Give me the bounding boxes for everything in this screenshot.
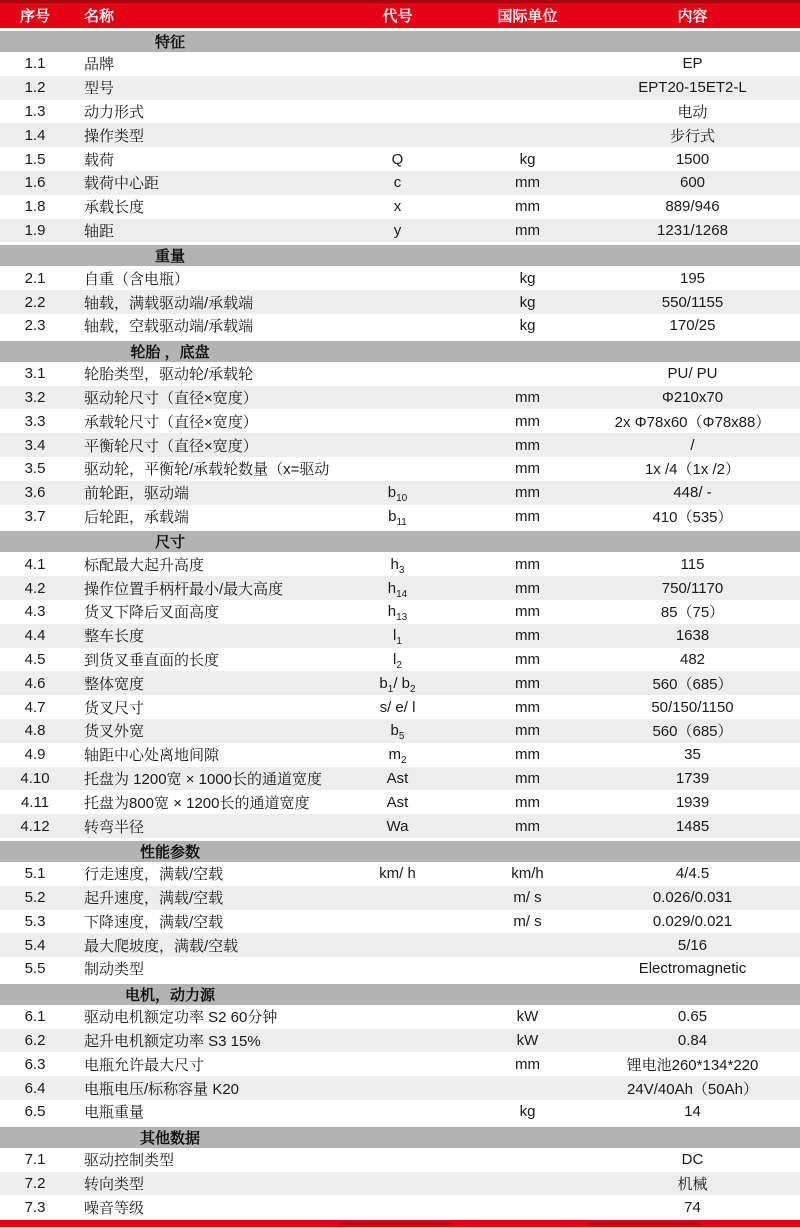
- row-number-cell: 5.5: [24, 960, 46, 978]
- row-content-cell: 2x Φ78x60（Φ78x88）: [614, 413, 771, 431]
- row-content-cell: 74: [684, 1198, 701, 1216]
- row-unit-cell: mm: [515, 769, 540, 787]
- row-name-cell: 轴距中心处离地间隙: [84, 747, 220, 765]
- row-name-cell: 承载轮尺寸（直径×宽度）: [84, 413, 258, 431]
- row-content-cell: EP: [682, 55, 703, 73]
- row-content-cell: 步行式: [669, 127, 715, 145]
- table-row: [0, 481, 800, 505]
- table-row: [0, 147, 800, 171]
- row-number-cell: 4.10: [20, 769, 50, 787]
- bottom-bar-divider: [588, 1222, 700, 1225]
- row-unit-cell: kW: [516, 1032, 539, 1050]
- table-row: [0, 362, 800, 386]
- row-unit-cell: kW: [516, 1008, 539, 1026]
- row-number-cell: 3.4: [24, 436, 46, 454]
- row-symbol-cell: $l_1$: [393, 627, 402, 648]
- row-symbol-cell: Q: [391, 150, 404, 168]
- row-number-cell: 1.4: [24, 126, 46, 144]
- table-row: [0, 933, 800, 957]
- table-row: [0, 624, 800, 648]
- row-name-cell: 操作位置手柄杆最小/最大高度: [84, 580, 284, 598]
- row-content-cell: 50/150/1150: [651, 698, 734, 716]
- row-name-cell: 轴距: [84, 222, 115, 240]
- row-name-cell: 承载长度: [84, 199, 145, 217]
- row-name-cell: 最大爬坡度，满载/空载: [84, 937, 239, 955]
- row-unit-cell: mm: [515, 698, 540, 716]
- row-symbol-cell: $b_1/$ $b_2$: [379, 674, 416, 695]
- row-name-cell: 平衡轮尺寸（直径×宽度）: [84, 437, 258, 455]
- table-row: [0, 552, 800, 576]
- row-number-cell: 2.1: [24, 269, 46, 287]
- row-content-cell: 1231/1268: [657, 221, 728, 239]
- row-name-cell: 电瓶重量: [84, 1104, 145, 1122]
- row-symbol-cell: $b_{10}$: [387, 484, 408, 505]
- row-unit-cell: kg: [519, 1103, 536, 1121]
- row-name-cell: 驱动轮，平衡轮/承载轮数量（x=驱动: [84, 461, 330, 479]
- row-unit-cell: m/ s: [513, 912, 542, 930]
- section-header: [0, 531, 800, 552]
- row-unit-cell: mm: [515, 507, 540, 525]
- row-content-cell: 4/4.5: [675, 865, 710, 883]
- section-header: [0, 31, 800, 52]
- row-content-cell: 1500: [675, 150, 710, 168]
- row-name-cell: 驱动电机额定功率 S2 60分钟: [84, 1009, 278, 1027]
- column-header-symbol: 代号: [382, 8, 413, 25]
- row-name-cell: 轴载，空载驱动端/承载端: [84, 318, 254, 336]
- table-row: [0, 719, 800, 743]
- table-row: [0, 76, 800, 100]
- section-title: 重量: [154, 248, 185, 266]
- column-header-name: 名称: [84, 8, 115, 25]
- row-content-cell: Electromagnetic: [638, 960, 747, 978]
- row-number-cell: 5.2: [24, 889, 46, 907]
- row-symbol-cell: $h_{14}$: [387, 579, 408, 600]
- row-number-cell: 4.2: [24, 579, 46, 597]
- row-unit-cell: mm: [515, 650, 540, 668]
- row-unit-cell: mm: [515, 484, 540, 502]
- row-content-cell: 1x /4（1x /2）: [644, 461, 741, 479]
- row-number-cell: 6.5: [24, 1103, 46, 1121]
- row-unit-cell: mm: [515, 555, 540, 573]
- row-content-cell: 889/946: [665, 198, 720, 216]
- row-content-cell: 560（685）: [652, 723, 733, 741]
- table-row: [0, 1100, 800, 1124]
- row-unit-cell: mm: [515, 793, 540, 811]
- row-content-cell: 机械: [677, 1176, 708, 1194]
- table-row: [0, 1052, 800, 1076]
- table-body: [0, 28, 800, 1219]
- row-content-cell: /: [690, 436, 695, 454]
- row-number-cell: 5.3: [24, 912, 46, 930]
- row-number-cell: 7.3: [24, 1198, 46, 1216]
- row-number-cell: 6.3: [24, 1055, 46, 1073]
- row-number-cell: 1.1: [24, 55, 46, 73]
- table-row: [0, 266, 800, 290]
- row-name-cell: 到货叉垂直面的长度: [84, 651, 220, 669]
- row-name-cell: 自重（含电瓶）: [84, 270, 190, 288]
- table-row: [0, 123, 800, 147]
- row-name-cell: 电瓶电压/标称容量 K20: [84, 1080, 240, 1098]
- row-name-cell: 货叉下降后叉面高度: [84, 604, 220, 622]
- row-name-cell: 载荷: [84, 151, 115, 169]
- row-content-cell: 195: [679, 269, 706, 287]
- table-row: [0, 1195, 800, 1219]
- table-row: [0, 957, 800, 981]
- row-unit-cell: mm: [515, 221, 540, 239]
- row-name-cell: 整车长度: [84, 628, 145, 646]
- row-number-cell: 4.8: [24, 722, 46, 740]
- row-name-cell: 轴载，满载驱动端/承载端: [84, 294, 254, 312]
- bottom-accent-bar: [0, 1220, 800, 1227]
- row-unit-cell: mm: [515, 722, 540, 740]
- row-unit-cell: kg: [519, 293, 536, 311]
- row-content-cell: Φ210x70: [661, 388, 724, 406]
- table-row: [0, 1029, 800, 1053]
- row-content-cell: PU/ PU: [667, 365, 718, 383]
- row-number-cell: 1.9: [24, 221, 46, 239]
- table-row: [0, 1076, 800, 1100]
- row-content-cell: 1638: [675, 627, 710, 645]
- table-row: [0, 195, 800, 219]
- row-symbol-cell: km/ h: [379, 865, 416, 883]
- row-unit-cell: mm: [515, 174, 540, 192]
- row-number-cell: 2.2: [24, 293, 46, 311]
- row-name-cell: 货叉尺寸: [84, 699, 145, 717]
- row-number-cell: 4.5: [24, 650, 46, 668]
- section-header: [0, 984, 800, 1005]
- row-content-cell: 448/ -: [673, 484, 712, 502]
- row-symbol-cell: $m_2$: [388, 746, 407, 767]
- table-row: [0, 505, 800, 529]
- row-symbol-cell: $b_5$: [390, 722, 405, 743]
- row-unit-cell: mm: [515, 436, 540, 454]
- row-name-cell: 驱动控制类型: [84, 1152, 175, 1170]
- row-content-cell: 24V/40Ah（50Ah）: [627, 1080, 758, 1098]
- row-number-cell: 7.1: [24, 1151, 46, 1169]
- table-row: [0, 52, 800, 76]
- row-name-cell: 托盘为 1200宽 × 1000长的通道宽度: [84, 770, 323, 788]
- row-content-cell: 14: [684, 1103, 701, 1121]
- row-name-cell: 前轮距，驱动端: [84, 485, 190, 503]
- row-symbol-cell: $h_3$: [390, 555, 405, 576]
- row-symbol-cell: x: [393, 198, 402, 216]
- row-content-cell: 600: [679, 174, 706, 192]
- row-name-cell: 制动类型: [84, 961, 145, 979]
- row-name-cell: 转弯半径: [84, 818, 145, 836]
- row-number-cell: 4.9: [24, 746, 46, 764]
- row-content-cell: 电动: [677, 103, 708, 121]
- row-symbol-cell: $b_{11}$: [388, 507, 407, 528]
- row-unit-cell: kg: [519, 317, 536, 335]
- column-header-unit: 国际单位: [497, 8, 558, 25]
- row-name-cell: 轮胎类型，驱动轮/承载轮: [84, 366, 254, 384]
- row-number-cell: 4.6: [24, 674, 46, 692]
- section-title: 电机，动力源: [124, 986, 215, 1004]
- row-number-cell: 5.1: [24, 865, 46, 883]
- row-unit-cell: kg: [519, 269, 536, 287]
- row-name-cell: 起升电机额定功率 S3 15%: [84, 1033, 261, 1051]
- row-content-cell: 560（685）: [652, 675, 733, 693]
- table-row: [0, 910, 800, 934]
- row-name-cell: 载荷中心距: [84, 175, 160, 193]
- section-header: [0, 341, 800, 362]
- row-name-cell: 行走速度，满载/空载: [84, 866, 224, 884]
- row-number-cell: 3.1: [24, 365, 46, 383]
- row-name-cell: 噪音等级: [84, 1199, 145, 1217]
- row-unit-cell: mm: [515, 412, 540, 430]
- table-row: [0, 743, 800, 767]
- row-content-cell: 0.84: [677, 1032, 708, 1050]
- row-number-cell: 1.2: [24, 79, 46, 97]
- row-number-cell: 1.8: [24, 198, 46, 216]
- table-row: [0, 100, 800, 124]
- row-unit-cell: mm: [515, 817, 540, 835]
- row-number-cell: 6.1: [24, 1008, 46, 1026]
- row-content-cell: 170/25: [669, 317, 716, 335]
- row-content-cell: 750/1170: [661, 579, 724, 597]
- table-row: [0, 814, 800, 838]
- section-title: 特征: [154, 34, 185, 51]
- column-header-no: 序号: [19, 8, 50, 25]
- table-row: [0, 648, 800, 672]
- row-content-cell: 0.65: [677, 1008, 708, 1026]
- row-number-cell: 1.6: [24, 174, 46, 192]
- table-row: [0, 695, 800, 719]
- row-number-cell: 4.11: [20, 793, 50, 811]
- row-unit-cell: mm: [515, 388, 540, 406]
- table-row: [0, 219, 800, 243]
- row-unit-cell: mm: [515, 460, 540, 478]
- row-unit-cell: mm: [515, 674, 540, 692]
- row-name-cell: 品牌: [84, 56, 115, 74]
- row-content-cell: EPT20-15ET2-L: [638, 79, 747, 97]
- bottom-bar-divider: [340, 1222, 452, 1225]
- row-content-cell: 35: [684, 746, 701, 764]
- row-content-cell: 5/16: [677, 936, 708, 954]
- table-row: [0, 409, 800, 433]
- row-symbol-cell: Wa: [386, 817, 409, 835]
- row-content-cell: 1939: [675, 793, 710, 811]
- row-name-cell: 托盘为800宽 × 1200长的通道宽度: [84, 794, 310, 812]
- row-number-cell: 6.4: [24, 1079, 46, 1097]
- section-title: 性能参数: [139, 843, 200, 861]
- section-title: 尺寸: [154, 534, 185, 552]
- row-name-cell: 动力形式: [84, 103, 145, 121]
- row-number-cell: 4.1: [24, 555, 46, 573]
- row-content-cell: 482: [679, 650, 706, 668]
- row-name-cell: 起升速度，满载/空载: [84, 890, 224, 908]
- row-name-cell: 下降速度，满载/空载: [84, 913, 224, 931]
- table-row: [0, 433, 800, 457]
- row-name-cell: 货叉外宽: [84, 723, 145, 741]
- row-number-cell: 3.3: [24, 412, 46, 430]
- row-symbol-cell: Ast: [386, 793, 409, 811]
- section-title: 其他数据: [139, 1129, 200, 1147]
- row-content-cell: 0.029/0.021: [652, 912, 733, 930]
- row-number-cell: 3.2: [24, 388, 46, 406]
- row-unit-cell: mm: [515, 746, 540, 764]
- row-symbol-cell: y: [393, 221, 402, 239]
- section-header: [0, 841, 800, 862]
- table-row: [0, 386, 800, 410]
- table-row: [0, 314, 800, 338]
- row-unit-cell: mm: [515, 579, 540, 597]
- row-name-cell: 型号: [84, 80, 115, 98]
- row-number-cell: 2.3: [24, 317, 46, 335]
- row-unit-cell: km/h: [511, 865, 544, 883]
- table-row: [0, 600, 800, 624]
- table-header-row: [0, 0, 800, 28]
- table-row: [0, 1005, 800, 1029]
- row-number-cell: 3.6: [24, 484, 46, 502]
- row-symbol-cell: $l_2$: [393, 650, 402, 671]
- row-name-cell: 转向类型: [84, 1176, 145, 1194]
- row-name-cell: 操作类型: [84, 127, 145, 145]
- table-row: [0, 862, 800, 886]
- table-row: [0, 767, 800, 791]
- column-header-content: 内容: [677, 8, 708, 25]
- row-content-cell: 1485: [675, 817, 710, 835]
- row-name-cell: 电瓶允许最大尺寸: [84, 1056, 205, 1074]
- row-symbol-cell: s/ e/ l: [379, 698, 416, 716]
- row-content-cell: 550/1155: [661, 293, 724, 311]
- table-row: [0, 457, 800, 481]
- table-row: [0, 171, 800, 195]
- row-unit-cell: mm: [515, 603, 540, 621]
- row-unit-cell: mm: [515, 627, 540, 645]
- row-number-cell: 1.5: [24, 150, 46, 168]
- table-row: [0, 576, 800, 600]
- row-unit-cell: mm: [515, 198, 540, 216]
- table-row: [0, 1148, 800, 1172]
- row-number-cell: 7.2: [24, 1175, 46, 1193]
- row-content-cell: DC: [681, 1151, 704, 1169]
- row-number-cell: 4.3: [24, 603, 46, 621]
- row-content-cell: 85（75）: [660, 604, 725, 622]
- row-unit-cell: mm: [515, 1055, 540, 1073]
- row-number-cell: 3.5: [24, 460, 46, 478]
- row-content-cell: 410（535）: [652, 508, 733, 526]
- row-name-cell: 标配最大起升高度: [84, 556, 205, 574]
- row-number-cell: 1.3: [24, 102, 46, 120]
- row-unit-cell: kg: [519, 150, 536, 168]
- row-unit-cell: m/ s: [513, 889, 542, 907]
- row-symbol-cell: c: [393, 174, 402, 192]
- row-content-cell: 0.026/0.031: [652, 889, 733, 907]
- row-content-cell: 锂电池260*134*220: [626, 1056, 759, 1074]
- row-number-cell: 6.2: [24, 1032, 46, 1050]
- row-symbol-cell: Ast: [386, 769, 409, 787]
- row-content-cell: 115: [680, 555, 705, 573]
- table-row: [0, 1172, 800, 1196]
- row-symbol-cell: $h_{13}$: [387, 603, 408, 624]
- section-header: [0, 1127, 800, 1148]
- table-row: [0, 290, 800, 314]
- section-header: [0, 245, 800, 266]
- table-row: [0, 790, 800, 814]
- row-number-cell: 4.12: [20, 817, 50, 835]
- row-content-cell: 1739: [675, 769, 710, 787]
- table-row: [0, 671, 800, 695]
- row-name-cell: 后轮距，承载端: [84, 508, 190, 526]
- row-number-cell: 4.7: [24, 698, 46, 716]
- table-row: [0, 886, 800, 910]
- row-name-cell: 整体宽度: [84, 675, 145, 693]
- row-number-cell: 4.4: [24, 627, 46, 645]
- row-number-cell: 3.7: [24, 507, 46, 525]
- row-number-cell: 5.4: [24, 936, 46, 954]
- row-name-cell: 驱动轮尺寸（直径×宽度）: [84, 389, 258, 407]
- section-title: 轮胎 ，底盘: [130, 343, 210, 361]
